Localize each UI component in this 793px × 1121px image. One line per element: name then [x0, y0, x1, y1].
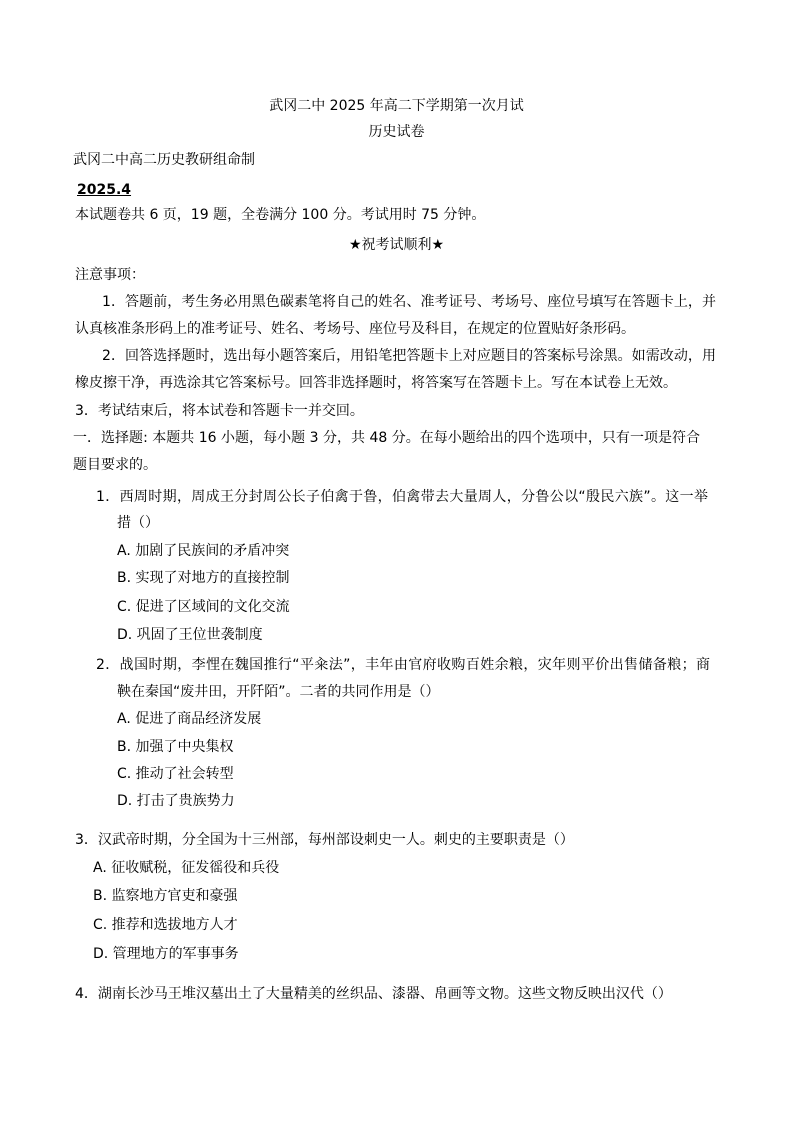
- question-2-option-d: D. 打击了贵族势力: [117, 793, 235, 809]
- notice-item-2-line-2: 橡皮擦干净，再选涂其它答案标号。回答非选择题时，将答案写在答题卡上。写在本试卷上无效。: [75, 375, 677, 391]
- exam-date: 2025.4: [77, 182, 132, 198]
- question-3-option-c: C. 推荐和选拔地方人才: [93, 917, 238, 933]
- question-3-option-d: D. 管理地方的军事事务: [93, 946, 239, 962]
- question-1-option-b: B. 实现了对地方的直接控制: [117, 570, 290, 586]
- question-3-option-b: B. 监察地方官吏和豪强: [93, 888, 238, 904]
- question-2-line-2: 鞅在秦国“废井田，开阡陌”。二者的共同作用是（）: [117, 684, 440, 700]
- question-1-option-c: C. 促进了区域间的文化交流: [117, 599, 290, 615]
- notice-item-1-line-2: 认真核准条形码上的准考证号、姓名、考场号、座位号及科目，在规定的位置贴好条形码。: [75, 321, 635, 337]
- notice-heading: 注意事项：: [75, 267, 145, 283]
- question-1-line-1: 1．西周时期，周成王分封周公长子伯禽于鲁，伯禽带去大量周人，分鲁公以“殷民六族”。这一举: [96, 489, 708, 505]
- question-2-option-b: B. 加强了中央集权: [117, 739, 234, 755]
- question-2-option-a: A. 促进了商品经济发展: [117, 711, 262, 727]
- section-1-line-2: 题目要求的。: [73, 457, 157, 473]
- notice-item-3: 3．考试结束后，将本试卷和答题卡一并交回。: [75, 403, 364, 419]
- exam-summary: 本试题卷共 6 页，19 题，全卷满分 100 分。考试用时 75 分钟。: [75, 207, 486, 223]
- notice-item-2-line-1: 2．回答选择题时，选出每小题答案后，用铅笔把答题卡上对应题目的答案标号涂黑。如需改动，用: [102, 348, 716, 364]
- question-2-line-1: 2．战国时期，李悝在魏国推行“平籴法”，丰年由官府收购百姓余粮，灾年则平价出售储备粮；商: [96, 657, 710, 673]
- question-1-line-2: 措（）: [117, 515, 159, 531]
- question-1-option-d: D. 巩固了王位世袭制度: [117, 627, 263, 643]
- question-3-option-a: A. 征收赋税，征发徭役和兵役: [93, 860, 280, 876]
- exam-subtitle: 历史试卷: [368, 124, 425, 140]
- exam-title: 武冈二中 2025 年高二下学期第一次月试: [269, 98, 524, 114]
- blessing-text: ★祝考试顺利★: [348, 237, 445, 253]
- question-1-option-a: A. 加剧了民族间的矛盾冲突: [117, 543, 290, 559]
- section-1-line-1: 一．选择题: 本题共 16 小题，每小题 3 分，共 48 分。在每小题给出的四个选项中，只有一项是符合: [73, 430, 700, 446]
- exam-author: 武冈二中高二历史教研组命制: [73, 152, 255, 168]
- question-3-line-1: 3．汉武帝时期，分全国为十三州部，每州部设刺史一人。刺史的主要职责是（）: [75, 832, 574, 848]
- notice-item-1-line-1: 1．答题前，考生务必用黑色碳素笔将自己的姓名、准考证号、考场号、座位号填写在答题卡上，并: [102, 294, 716, 310]
- question-2-option-c: C. 推动了社会转型: [117, 766, 234, 782]
- question-4-line-1: 4．湖南长沙马王堆汉墓出土了大量精美的丝织品、漆器、帛画等文物。这些文物反映出汉代（）: [75, 986, 672, 1002]
